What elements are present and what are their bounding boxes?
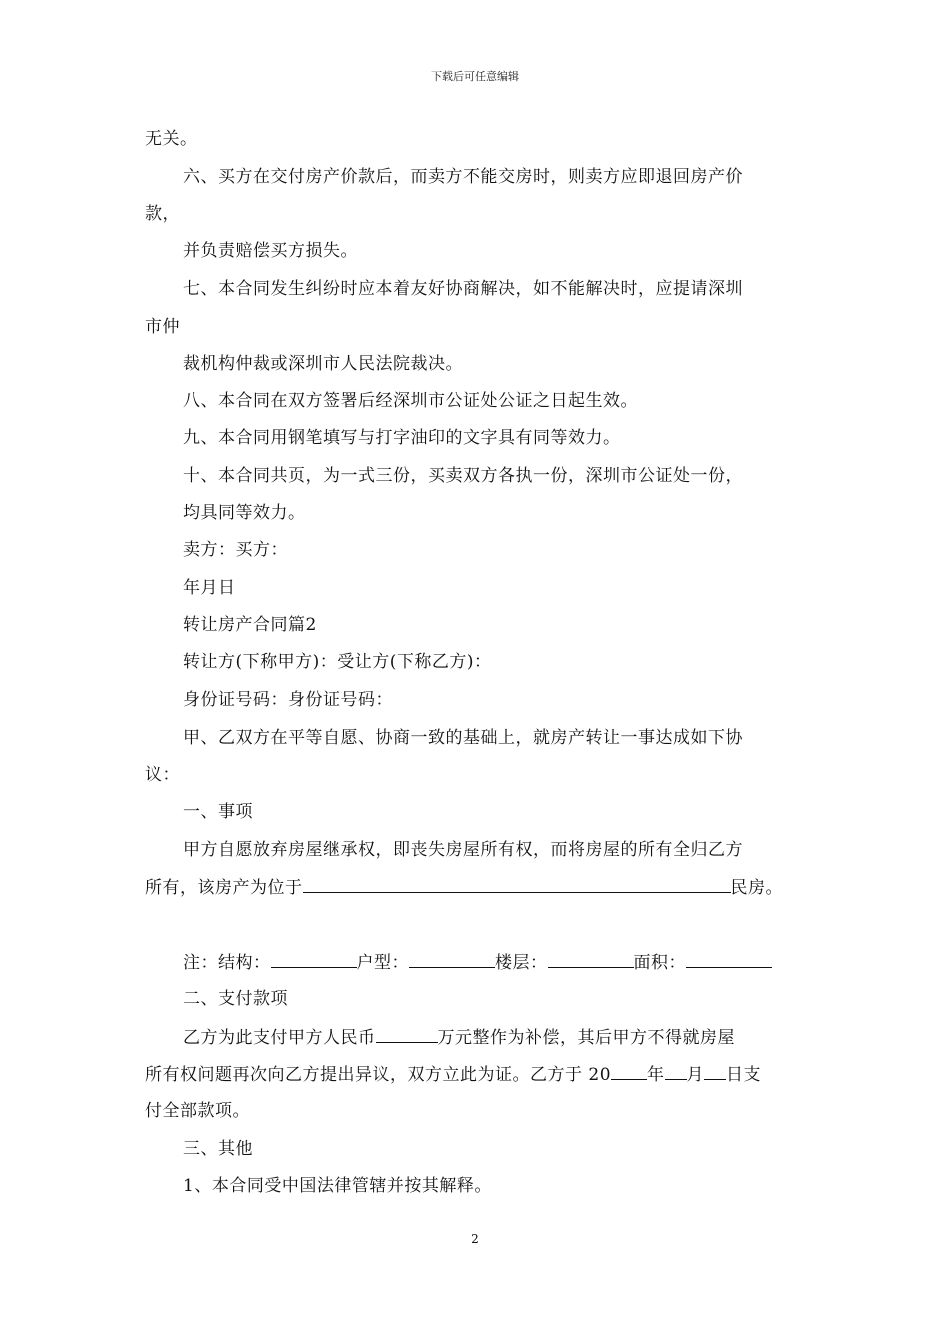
text-segment: 所有权问题再次向乙方提出异议，双方立此为证。乙方于 20 bbox=[145, 1065, 612, 1085]
location-blank[interactable] bbox=[303, 876, 731, 893]
text-segment: 所有，该房产为位于 bbox=[145, 878, 303, 898]
property-details-line bbox=[183, 951, 772, 974]
text-segment: 万元整作为补偿，其后甲方不得就房屋 bbox=[437, 1028, 735, 1048]
text-line: 裁机构仲裁或深圳市人民法院裁决。 bbox=[183, 354, 463, 374]
month-blank[interactable] bbox=[665, 1063, 687, 1080]
text-line: 市仲 bbox=[145, 317, 180, 337]
floor-blank[interactable] bbox=[548, 951, 634, 968]
amount-blank[interactable] bbox=[376, 1026, 438, 1043]
text-line: 均具同等效力。 bbox=[183, 503, 306, 523]
text-line: 议： bbox=[145, 765, 180, 785]
clause-6: 六、买方在交付房产价款后，而卖方不能交房时，则卖方应即退回房产价 bbox=[183, 167, 743, 187]
matters-paragraph: 甲方自愿放弃房屋继承权，即丧失房屋所有权，而将房屋的所有全归乙方 bbox=[183, 840, 743, 860]
text-line: 付全部款项。 bbox=[145, 1101, 250, 1121]
layout-blank[interactable] bbox=[409, 951, 495, 968]
clause-8: 八、本合同在双方签署后经深圳市公证处公证之日起生效。 bbox=[183, 391, 638, 411]
area-blank[interactable] bbox=[686, 951, 772, 968]
layout-label: 户型： bbox=[356, 953, 409, 973]
clause-9: 九、本合同用钢笔填写与打字油印的文字具有同等效力。 bbox=[183, 428, 621, 448]
floor-label: 楼层： bbox=[495, 953, 548, 973]
structure-label: 注：结构： bbox=[183, 953, 271, 973]
location-line bbox=[145, 876, 783, 899]
clause-10: 十、本合同共页，为一式三份，买卖双方各执一份，深圳市公证处一份， bbox=[183, 466, 743, 486]
payment-date-line bbox=[145, 1063, 761, 1086]
text-segment: 年 bbox=[647, 1065, 665, 1085]
text-segment: 月 bbox=[686, 1065, 705, 1085]
text-line: 并负责赔偿买方损失。 bbox=[183, 241, 358, 261]
other-item-1: 1、本合同受中国法律管辖并按其解释。 bbox=[183, 1176, 492, 1196]
text-segment: 日支 bbox=[726, 1065, 762, 1085]
section-title: 转让房产合同篇2 bbox=[183, 615, 317, 635]
date-line: 年月日 bbox=[183, 578, 236, 598]
text-segment: 乙方为此支付甲方人民币 bbox=[183, 1028, 376, 1048]
clause-7: 七、本合同发生纠纷时应本着友好协商解决，如不能解决时，应提请深圳 bbox=[183, 279, 743, 299]
payment-line bbox=[183, 1026, 735, 1049]
text-segment: 民房。 bbox=[730, 878, 783, 898]
parties-line: 转让方(下称甲方)：受让方(下称乙方)： bbox=[183, 652, 492, 672]
structure-blank[interactable] bbox=[271, 951, 357, 968]
area-label: 面积： bbox=[633, 953, 686, 973]
day-blank[interactable] bbox=[704, 1063, 726, 1080]
intro-paragraph: 甲、乙双方在平等自愿、协商一致的基础上，就房产转让一事达成如下协 bbox=[183, 728, 743, 748]
page-header: 下载后可任意编辑 bbox=[431, 70, 519, 83]
heading-payment: 二、支付款项 bbox=[183, 989, 288, 1009]
text-line: 款， bbox=[145, 204, 180, 224]
id-number-line: 身份证号码：身份证号码： bbox=[183, 690, 393, 710]
heading-matters: 一、事项 bbox=[183, 802, 253, 822]
heading-other: 三、其他 bbox=[183, 1139, 253, 1159]
year-blank[interactable] bbox=[611, 1063, 647, 1080]
page-number: 2 bbox=[471, 1232, 479, 1246]
signature-line: 卖方：买方： bbox=[183, 540, 288, 560]
text-line: 无关。 bbox=[145, 129, 198, 149]
